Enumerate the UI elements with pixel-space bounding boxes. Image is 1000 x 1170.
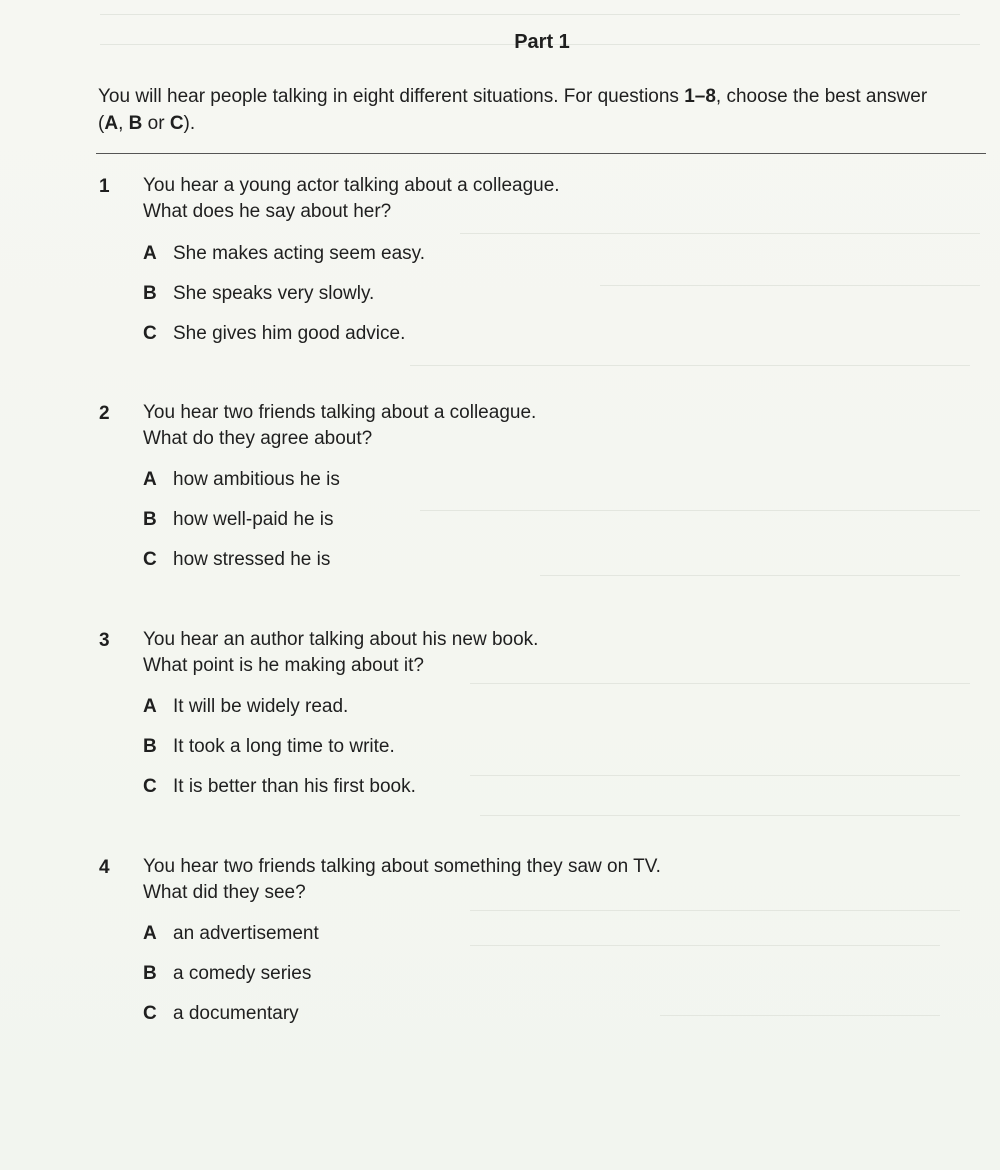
option-text: She makes acting seem easy. [173, 243, 426, 264]
question-stem-line: You hear an author talking about his new book. [143, 629, 539, 650]
instructions-text: You will hear people talking in eight different situations. For questions [98, 86, 685, 107]
bleed-through-line [470, 683, 970, 684]
option-text: It will be widely read. [173, 696, 349, 717]
question-number: 4 [99, 857, 110, 878]
question-stem-line: What does he say about her? [143, 201, 392, 222]
option-c[interactable] [143, 321, 405, 347]
bleed-through-line [470, 775, 960, 776]
option-a[interactable] [143, 467, 340, 493]
question-stem-line: You hear two friends talking about something they saw on TV. [143, 856, 661, 877]
bleed-through-line [540, 575, 960, 576]
bleed-through-line [470, 945, 940, 946]
question-number: 3 [99, 630, 110, 651]
instructions-text: ). [183, 113, 196, 134]
option-letter: C [143, 549, 157, 570]
instructions-text: , choose the best answer [715, 86, 928, 107]
option-letter: A [143, 923, 157, 944]
bleed-through-line [470, 910, 960, 911]
option-text: an advertisement [173, 923, 319, 944]
answer-letter: C [169, 113, 184, 134]
option-text: how stressed he is [173, 549, 331, 570]
option-letter: C [143, 1003, 157, 1024]
option-letter: B [143, 963, 157, 984]
option-a[interactable] [143, 694, 348, 720]
option-b[interactable] [143, 961, 311, 987]
option-text: a comedy series [173, 963, 312, 984]
option-letter: C [143, 776, 157, 797]
instructions-text: , [118, 113, 129, 134]
instructions-text: or [142, 113, 170, 134]
question-number: 1 [99, 176, 110, 197]
option-text: how ambitious he is [173, 469, 340, 490]
option-letter: B [143, 509, 157, 530]
option-text: She speaks very slowly. [173, 283, 375, 304]
option-text: She gives him good advice. [173, 323, 406, 344]
bleed-through-line [460, 233, 980, 234]
question-stem-line: You hear two friends talking about a colleague. [143, 402, 537, 423]
option-c[interactable] [143, 1001, 299, 1027]
question-stem [143, 854, 661, 906]
answer-letter: B [128, 113, 143, 134]
option-b[interactable] [143, 281, 374, 307]
bleed-through-line [600, 285, 980, 286]
question-range: 1–8 [684, 86, 716, 107]
option-c[interactable] [143, 547, 330, 573]
question-stem-line: What do they agree about? [143, 428, 373, 449]
question-number: 2 [99, 403, 110, 424]
question-stem [143, 173, 560, 225]
option-b[interactable] [143, 507, 334, 533]
answer-letter: A [104, 113, 119, 134]
option-letter: A [143, 469, 157, 490]
bleed-through-line [480, 815, 960, 816]
bleed-through-line [100, 14, 960, 15]
option-letter: A [143, 696, 157, 717]
option-letter: C [143, 323, 157, 344]
bleed-through-line [410, 365, 970, 366]
question-stem [143, 627, 538, 679]
option-text: It took a long time to write. [173, 736, 395, 757]
instructions-text: ( [98, 113, 105, 134]
divider [96, 153, 986, 154]
option-text: a documentary [173, 1003, 299, 1024]
question-stem-line: You hear a young actor talking about a colleague. [143, 175, 560, 196]
option-letter: A [143, 243, 157, 264]
option-a[interactable] [143, 921, 319, 947]
bleed-through-line [660, 1015, 940, 1016]
option-c[interactable] [143, 774, 416, 800]
option-letter: B [143, 736, 157, 757]
question-stem-line: What point is he making about it? [143, 655, 424, 676]
page-title: Part 1 [514, 31, 570, 53]
option-a[interactable] [143, 241, 425, 267]
option-text: how well-paid he is [173, 509, 334, 530]
option-letter: B [143, 283, 157, 304]
instructions [98, 83, 998, 137]
option-b[interactable] [143, 734, 395, 760]
question-stem-line: What did they see? [143, 882, 306, 903]
option-text: It is better than his first book. [173, 776, 416, 797]
question-stem [143, 400, 536, 452]
bleed-through-line [420, 510, 980, 511]
